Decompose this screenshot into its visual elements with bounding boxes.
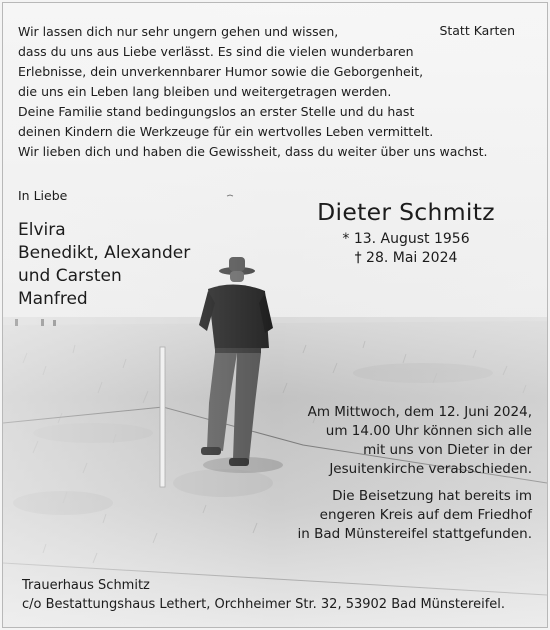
service-line: Am Mittwoch, dem 12. Juni 2024,: [307, 404, 532, 420]
service-line: mit uns von Dieter in der: [363, 442, 532, 458]
mourner-name: und Carsten: [18, 266, 122, 286]
poem-line: Wir lieben dich und haben die Gewissheit, dass du weiter über uns wachst.: [18, 144, 488, 159]
mourner-name: Elvira: [18, 220, 66, 240]
birth-date: * 13. August 1956: [342, 231, 470, 247]
service-info: [232, 403, 532, 479]
deceased-dates: [300, 230, 512, 268]
poem-line: Wir lassen dich nur sehr ungern gehen und wissen,: [18, 24, 339, 39]
trauerhaus-line: Trauerhaus Schmitz: [22, 578, 150, 593]
mourners-list: [18, 219, 190, 311]
death-date: † 28. Mai 2024: [354, 250, 458, 266]
address-line: c/o Bestattungshaus Lethert, Orchheimer Str. 32, 53902 Bad Münstereifel.: [22, 597, 506, 612]
poem-line: die uns ein Leben lang bleiben und weitergetragen werden.: [18, 84, 392, 99]
burial-line: in Bad Münstereifel stattgefunden.: [297, 526, 532, 542]
deceased-name: Dieter Schmitz: [317, 198, 495, 226]
contact-footer: [22, 576, 505, 614]
poem-line: deinen Kindern die Werkzeuge für ein wertvolles Leben vermittelt.: [18, 124, 434, 139]
burial-line: engeren Kreis auf dem Friedhof: [319, 507, 532, 523]
in-liebe-label: In Liebe: [18, 188, 68, 203]
mourner-name: Benedikt, Alexander: [18, 243, 191, 263]
burial-line: Die Beisetzung hat bereits im: [332, 488, 532, 504]
poem-line: dass du uns aus Liebe verlässt. Es sind die vielen wunderbaren: [18, 44, 414, 59]
statt-karten-label: Statt Karten: [439, 23, 515, 38]
deceased-block: [300, 198, 512, 268]
poem-text: [18, 22, 488, 162]
poem-line: Erlebnisse, dein unverkennbarer Humor sowie die Geborgenheit,: [18, 64, 424, 79]
service-line: um 14.00 Uhr können sich alle: [325, 423, 532, 439]
mourner-name: Manfred: [18, 289, 88, 309]
poem-line: Deine Familie stand bedingungslos an erster Stelle und du hast: [18, 104, 415, 119]
service-line: Jesuitenkirche verabschieden.: [329, 461, 532, 477]
burial-info: [232, 487, 532, 544]
